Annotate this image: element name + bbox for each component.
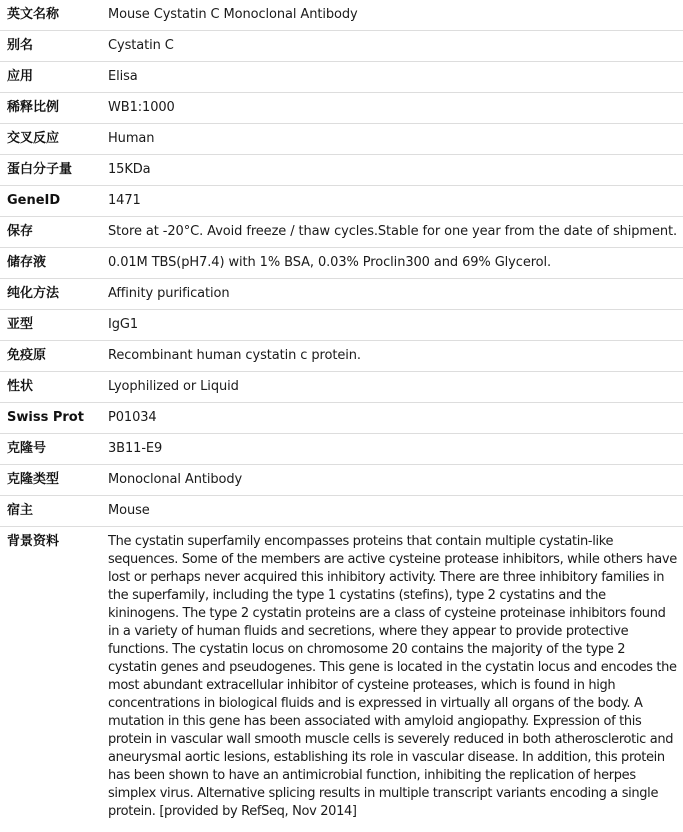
value-dilution: WB1:1000 xyxy=(108,93,683,124)
value-isotype: IgG1 xyxy=(108,310,683,341)
value-form: Lyophilized or Liquid xyxy=(108,372,683,403)
value-host: Mouse xyxy=(108,496,683,527)
label-alias: 别名 xyxy=(0,31,108,62)
value-application: Elisa xyxy=(108,62,683,93)
value-swiss-prot: P01034 xyxy=(108,403,683,434)
label-isotype: 亚型 xyxy=(0,310,108,341)
label-dilution: 稀释比例 xyxy=(0,93,108,124)
row-purification xyxy=(0,279,683,310)
label-host: 宿主 xyxy=(0,496,108,527)
label-molecular-weight: 蛋白分子量 xyxy=(0,155,108,186)
value-clone-number: 3B11-E9 xyxy=(108,434,683,465)
row-molecular-weight xyxy=(0,155,683,186)
value-gene-id: 1471 xyxy=(108,186,683,217)
row-alias xyxy=(0,31,683,62)
row-gene-id xyxy=(0,186,683,217)
value-molecular-weight: 15KDa xyxy=(108,155,683,186)
value-purification: Affinity purification xyxy=(108,279,683,310)
value-storage: Store at -20°C. Avoid freeze / thaw cycles.Stable for one year from the date of shipment. xyxy=(108,217,683,248)
label-cross-reactivity: 交叉反应 xyxy=(0,124,108,155)
row-immunogen xyxy=(0,341,683,372)
label-application: 应用 xyxy=(0,62,108,93)
value-clonality: Monoclonal Antibody xyxy=(108,465,683,496)
label-clonality: 克隆类型 xyxy=(0,465,108,496)
value-immunogen: Recombinant human cystatin c protein. xyxy=(108,341,683,372)
label-immunogen: 免疫原 xyxy=(0,341,108,372)
label-storage-buffer: 储存液 xyxy=(0,248,108,279)
row-cross-reactivity xyxy=(0,124,683,155)
label-gene-id: GeneID xyxy=(0,186,108,217)
value-english-name: Mouse Cystatin C Monoclonal Antibody xyxy=(108,0,683,31)
value-storage-buffer: 0.01M TBS(pH7.4) with 1% BSA, 0.03% Proclin300 and 69% Glycerol. xyxy=(108,248,683,279)
row-dilution xyxy=(0,93,683,124)
row-background xyxy=(0,527,683,822)
value-cross-reactivity: Human xyxy=(108,124,683,155)
row-clone-number xyxy=(0,434,683,465)
label-english-name: 英文名称 xyxy=(0,0,108,31)
value-background: The cystatin superfamily encompasses proteins that contain multiple cystatin-like sequences. Some of the members are active cysteine protease inhibitors, while others have lost or perhaps never acquired this inhibitory activity. There are three inhibitory families in the superfamily, including the type 1 cystatins (stefins), type 2 cystatins and the kininogens. The type 2 cystatin proteins are a class of cysteine proteinase inhibitors found in a variety of human fluids and secretions, where they appear to provide protective functions. The cystatin locus on chromosome 20 contains the majority of the type 2 cystatin genes and pseudogenes. This gene is located in the cystatin locus and encodes the most abundant extracellular inhibitor of cysteine proteases, which is found in high concentrations in biological fluids and is expressed in virtually all organs of the body. A mutation in this gene has been associated with amyloid angiopathy. Expression of this protein in vascular wall smooth muscle cells is severely reduced in both atherosclerotic and aneurysmal aortic lesions, establishing its role in vascular disease. In addition, this protein has been shown to have an antimicrobial function, inhibiting the replication of herpes simplex virus. Alternative splicing results in multiple transcript variants encoding a single protein. [provided by RefSeq, Nov 2014] xyxy=(108,534,677,819)
value-alias: Cystatin C xyxy=(108,31,683,62)
row-storage-buffer xyxy=(0,248,683,279)
label-storage: 保存 xyxy=(0,217,108,248)
row-form xyxy=(0,372,683,403)
row-clonality xyxy=(0,465,683,496)
row-storage xyxy=(0,217,683,248)
label-clone-number: 克隆号 xyxy=(0,434,108,465)
row-swiss-prot xyxy=(0,403,683,434)
row-host xyxy=(0,496,683,527)
row-english-name xyxy=(0,0,683,31)
row-isotype xyxy=(0,310,683,341)
label-background: 背景资料 xyxy=(7,534,60,549)
label-swiss-prot: Swiss Prot xyxy=(0,403,108,434)
row-application xyxy=(0,62,683,93)
label-purification: 纯化方法 xyxy=(0,279,108,310)
label-form: 性状 xyxy=(0,372,108,403)
